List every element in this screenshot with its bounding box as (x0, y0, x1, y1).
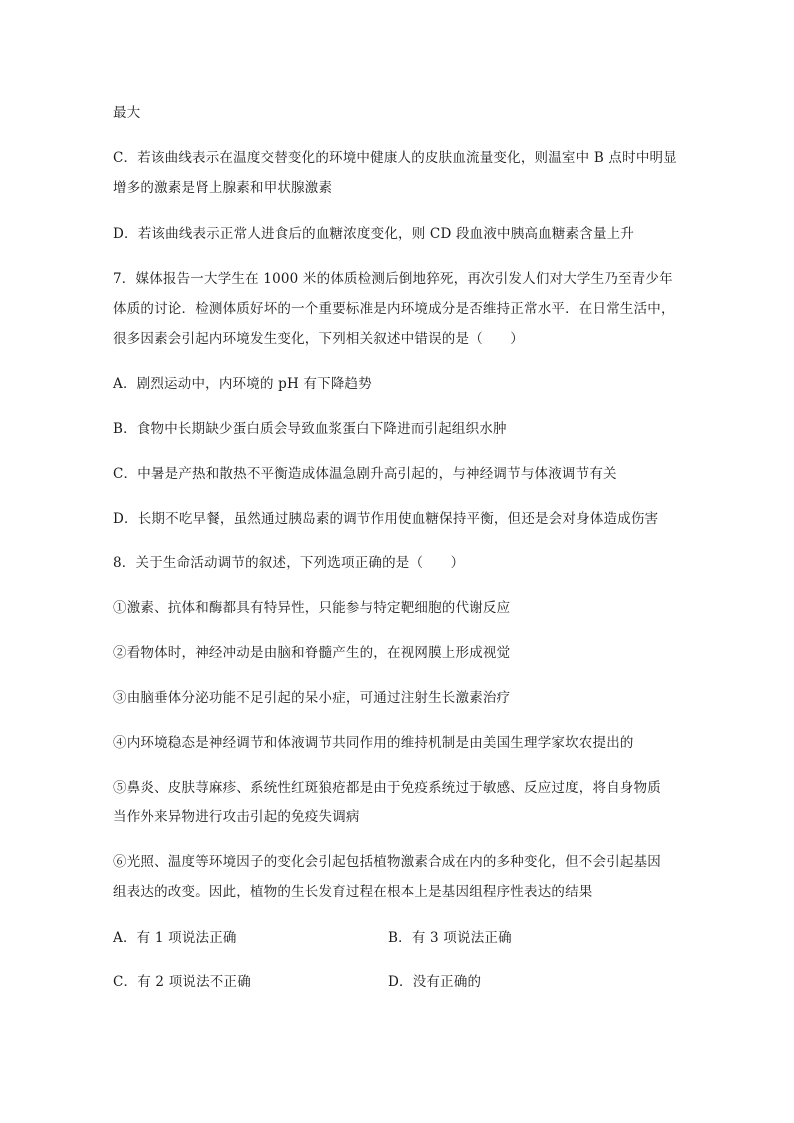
option-c-q8: C．有 2 项说法不正确 (113, 974, 251, 990)
text-line: 很多因素会引起内环境发生变化，下列相关叙述中错误的是（ ） (113, 331, 524, 347)
statement-4: ④内环境稳态是神经调节和体液调节共同作用的维持机制是由美国生理学家坎农提出的 (113, 735, 634, 751)
option-d-q6: D．若该曲线表示正常人进食后的血糖浓度变化，则 CD 段血液中胰高血糖素含量上升 (113, 226, 635, 242)
option-c-q7: C．中暑是产热和散热不平衡造成体温急剧升高引起的，与神经调节与体液调节有关 (113, 466, 617, 482)
text-line: 组表达的改变。因此，植物的生长发育过程在根本上是基因组程序性表达的结果 (113, 884, 593, 900)
option-a-q7: A．剧烈运动中，内环境的 pH 有下降趋势 (113, 376, 372, 392)
statement-5: ⑤鼻炎、皮肤荨麻疹、系统性红斑狼疮都是由于免疫系统过于敏感、反应过度，将自身物质 (113, 780, 661, 796)
statement-6: ⑥光照、温度等环境因子的变化会引起包括植物激素合成在内的多种变化，但不会引起基因 (113, 854, 661, 870)
option-a-q8: A．有 1 项说法正确 (113, 930, 237, 946)
text-line: 当作外来异物进行攻击引起的免疫失调病 (113, 809, 360, 825)
statement-2: ②看物体时，神经冲动是由脑和脊髓产生的，在视网膜上形成视觉 (113, 645, 511, 661)
option-b-q8: B．有 3 项说法正确 (388, 930, 512, 946)
text-line: 体质的讨论．检测体质好坏的一个重要标准是内环境成分是否维持正常水平．在日常生活中， (113, 301, 675, 317)
question-7-stem: 7．媒体报告一大学生在 1000 米的体质检测后倒地猝死，再次引发人们对大学生乃至青少年 (113, 271, 673, 287)
question-8-stem: 8．关于生命活动调节的叙述，下列选项正确的是（ ） (113, 555, 465, 571)
option-c-q6: C．若该曲线表示在温度交替变化的环境中健康人的皮肤血流量变化，则温室中 B 点时中明显 (113, 150, 677, 166)
option-d-q7: D．长期不吃早餐，虽然通过胰岛素的调节作用使血糖保持平衡，但还是会对身体造成伤害 (113, 511, 659, 527)
option-d-q8: D．没有正确的 (388, 974, 482, 990)
text-line: 最大 (113, 105, 141, 121)
text-line: 增多的激素是肾上腺素和甲状腺激素 (113, 180, 333, 196)
statement-3: ③由脑垂体分泌功能不足引起的呆小症，可通过注射生长激素治疗 (113, 690, 511, 706)
option-b-q7: B．食物中长期缺少蛋白质会导致血浆蛋白下降进而引起组织水肿 (113, 421, 507, 437)
statement-1: ①激素、抗体和酶都具有特异性，只能参与特定靶细胞的代谢反应 (113, 600, 511, 616)
